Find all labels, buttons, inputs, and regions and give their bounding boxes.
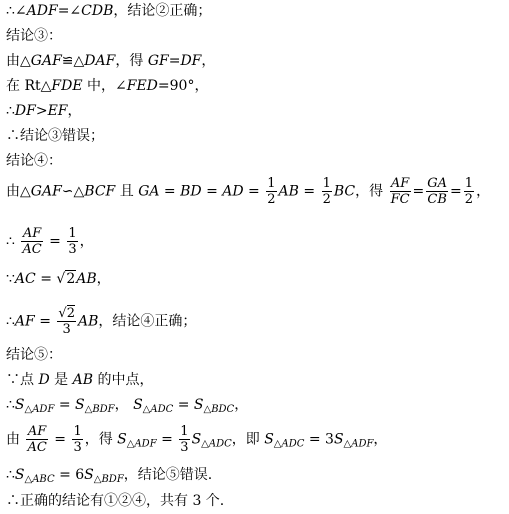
math: S <box>84 467 94 483</box>
numerator: 1 <box>180 424 189 439</box>
math: S <box>75 397 85 413</box>
line-3 <box>6 52 215 70</box>
math: = <box>49 431 66 448</box>
text: ≌△ <box>61 53 85 69</box>
numerator: 1 <box>68 226 77 241</box>
subscript: △ADF <box>24 404 55 415</box>
math: FDE <box>51 78 83 94</box>
fraction <box>464 176 474 207</box>
numerator: √2 <box>58 306 75 321</box>
text: ∴ <box>6 233 15 250</box>
math: = <box>412 183 425 200</box>
math: = 3 <box>304 431 334 448</box>
line-12: 结论⑤： <box>6 347 62 363</box>
math: BCF <box>84 183 116 200</box>
subscript: △ADC <box>142 404 174 415</box>
math: CDB <box>81 3 114 19</box>
math: S <box>264 431 274 448</box>
denominator: AC <box>27 440 47 455</box>
line-11 <box>6 306 196 337</box>
sqrt: √2 <box>56 271 76 287</box>
denominator: 3 <box>180 440 189 455</box>
fraction <box>390 176 411 207</box>
math: = <box>156 431 173 448</box>
math: = 6 <box>54 467 85 483</box>
line-8 <box>6 176 490 207</box>
text: 由△ <box>6 183 31 200</box>
subscript: △BDF <box>84 404 115 415</box>
math: D <box>38 372 50 388</box>
text: ∴ <box>6 397 15 413</box>
math: S <box>14 397 25 413</box>
text: ， <box>79 233 94 250</box>
math: AC <box>14 271 36 287</box>
fraction <box>26 424 47 455</box>
text: ∴ <box>6 103 15 119</box>
text: ， <box>234 397 249 413</box>
denominator: AC <box>22 242 42 257</box>
text: ， <box>96 271 111 287</box>
radicand: 2 <box>66 306 75 321</box>
text: ∴∠ <box>6 3 27 19</box>
line-2: 结论③： <box>6 28 62 44</box>
math: = <box>450 183 462 200</box>
fraction <box>179 424 189 455</box>
line-6: ∴结论③错误； <box>6 128 104 144</box>
radicand: 2 <box>66 271 76 287</box>
fraction <box>266 176 276 207</box>
math: BC <box>333 183 356 200</box>
math: GA = BD = AD = <box>138 183 260 200</box>
math: GF=DF <box>147 53 202 69</box>
text: ， <box>476 183 491 200</box>
fraction <box>67 226 77 257</box>
line-15 <box>6 424 387 455</box>
text: ∵点 <box>6 372 39 388</box>
text: ，即 <box>231 431 265 448</box>
numerator: 1 <box>322 176 331 191</box>
denominator: 3 <box>68 242 77 257</box>
text: ∵ <box>6 271 15 287</box>
numerator: AF <box>390 176 410 191</box>
numerator: AF <box>22 226 42 241</box>
math: S <box>117 431 127 448</box>
text: ，结论④正确； <box>98 313 197 330</box>
text: 是 <box>49 372 73 388</box>
fraction <box>322 176 332 207</box>
fraction <box>21 226 42 257</box>
text: ∽△ <box>61 183 85 200</box>
math: GAF <box>30 53 62 69</box>
text: ， <box>114 397 129 413</box>
math: AB <box>72 372 93 388</box>
text: =90°， <box>157 78 209 94</box>
text: ∴ <box>6 313 15 330</box>
denominator: 3 <box>73 440 82 455</box>
line-5 <box>6 102 82 120</box>
text: ，得 <box>84 431 118 448</box>
text: 在 Rt△ <box>6 78 52 94</box>
text: ， <box>373 431 388 448</box>
subscript: △ADC <box>201 438 232 450</box>
math: AF <box>14 313 35 330</box>
math: = <box>44 233 61 250</box>
line-13 <box>6 371 153 389</box>
math: = <box>35 271 57 287</box>
text: 且 <box>115 183 139 200</box>
text: ， <box>67 103 82 119</box>
math: = <box>54 397 76 413</box>
line-7: 结论④： <box>6 153 62 169</box>
text: 由△ <box>6 53 31 69</box>
text: ，得 <box>355 183 384 200</box>
text: ，结论⑤错误. <box>123 467 213 483</box>
math: AB <box>76 271 97 287</box>
line-4 <box>6 77 208 95</box>
line-9 <box>6 226 94 257</box>
math: DF>EF <box>14 103 68 119</box>
numerator: 1 <box>267 176 276 191</box>
fraction <box>426 176 448 207</box>
math: = <box>34 313 51 330</box>
numerator: 1 <box>464 176 474 191</box>
denominator: 2 <box>322 192 331 207</box>
line-17: ∴正确的结论有①②④，共有 3 个. <box>6 493 225 509</box>
math: ADF <box>26 3 58 19</box>
math: FED <box>126 78 158 94</box>
text: 的中点， <box>93 372 154 388</box>
numerator: 1 <box>73 424 82 439</box>
fraction <box>72 424 82 455</box>
math: S <box>333 431 344 448</box>
text: ， <box>201 53 216 69</box>
math: GAF <box>30 183 62 200</box>
fraction <box>57 306 76 337</box>
line-14 <box>6 396 248 419</box>
math: S <box>133 397 143 413</box>
math: = <box>298 183 316 200</box>
math: S <box>14 467 25 483</box>
text: ∴ <box>6 467 15 483</box>
subscript: △ADC <box>273 438 305 450</box>
denominator: CB <box>427 192 447 207</box>
subscript: △ADF <box>126 438 157 450</box>
text: ，结论②正确； <box>113 3 212 19</box>
math: S <box>193 397 204 413</box>
line-1 <box>6 2 211 20</box>
text: =∠ <box>57 3 82 19</box>
denominator: 3 <box>62 322 71 337</box>
line-16 <box>6 466 212 489</box>
math: S <box>191 431 202 448</box>
text: ，得 <box>115 53 148 69</box>
subscript: △BDC <box>203 404 235 415</box>
subscript: △ADF <box>343 438 374 450</box>
text: 由 <box>6 431 20 448</box>
subscript: △BDF <box>93 474 124 485</box>
numerator: GA <box>427 176 448 191</box>
text: 中，∠ <box>82 78 127 94</box>
denominator: 2 <box>464 192 474 207</box>
numerator: AF <box>27 424 47 439</box>
math: DAF <box>84 53 116 69</box>
math: AB <box>77 313 99 330</box>
denominator: FC <box>390 192 410 207</box>
line-10 <box>6 270 111 288</box>
subscript: △ABC <box>24 474 55 485</box>
math: AB <box>278 183 299 200</box>
denominator: 2 <box>267 192 276 207</box>
math: = <box>173 397 194 413</box>
